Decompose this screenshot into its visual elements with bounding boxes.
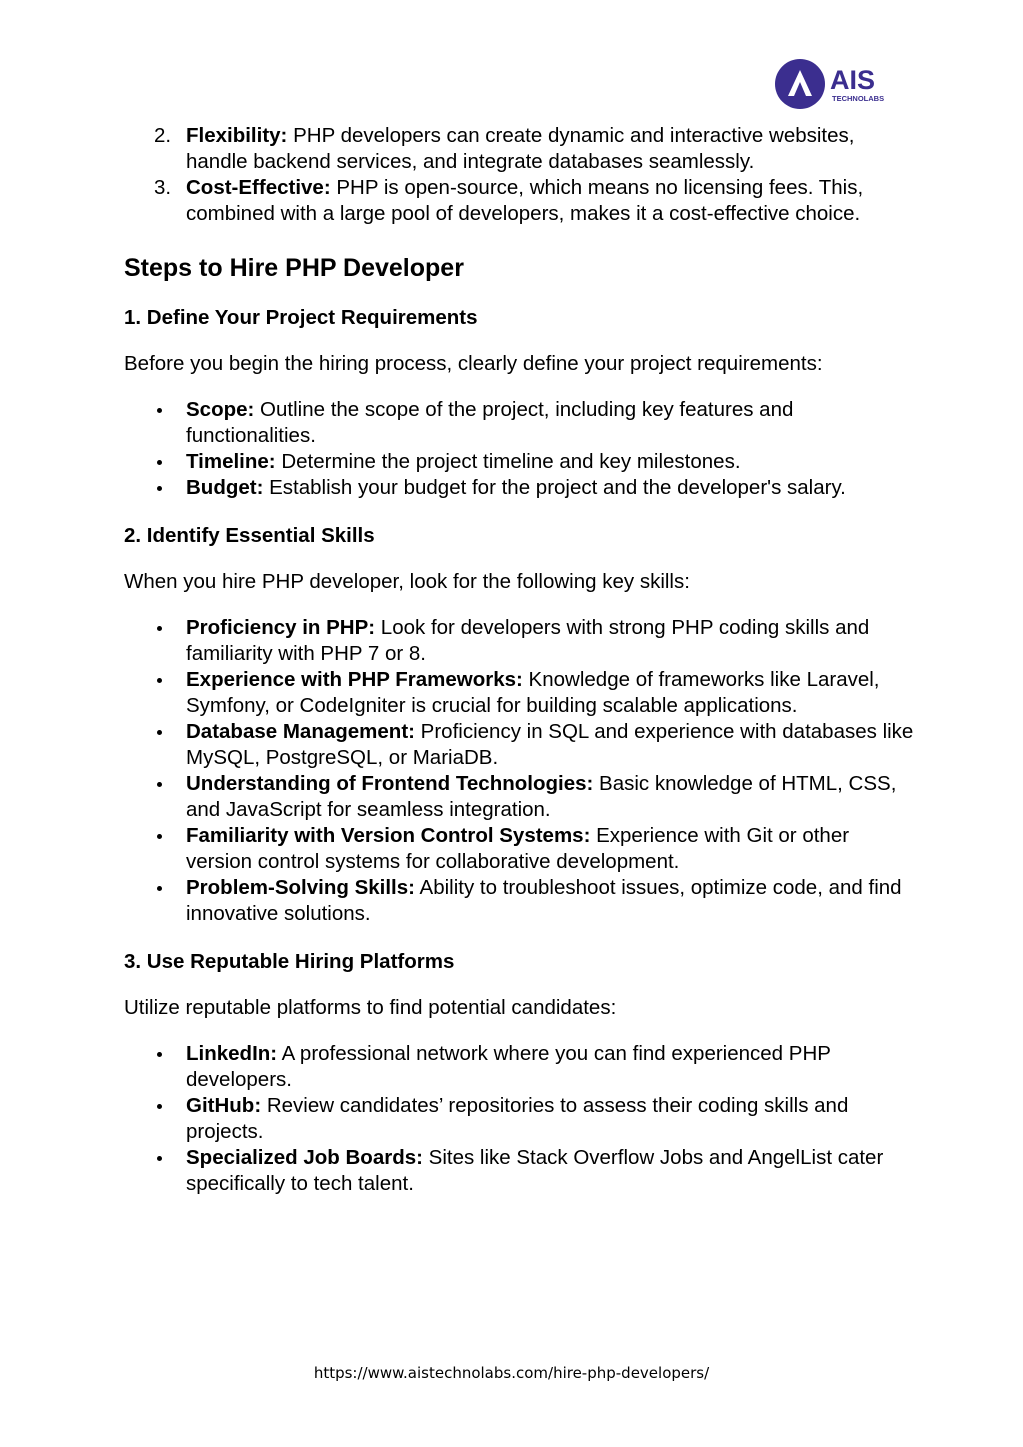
bullet-icon [157, 460, 162, 465]
list-text: Knowledge of frameworks like Laravel, Symfony, or CodeIgniter is crucial for building scalable applications. [186, 668, 880, 717]
list-text: Basic knowledge of HTML, CSS, and JavaScript for seamless integration. [186, 772, 897, 821]
list-item [124, 771, 914, 823]
list-term: Familiarity with Version Control Systems: [186, 824, 591, 847]
footer-url: https://www.aistechnolabs.com/hire-php-developers/ [313, 1364, 710, 1382]
list-item [124, 123, 914, 175]
section-intro: Before you begin the hiring process, clearly define your project requirements: [124, 352, 823, 375]
list-item [124, 397, 914, 449]
list-term: Scope: [186, 398, 255, 421]
bullet-icon [157, 1104, 162, 1109]
list-text: Outline the scope of the project, including key features and functionalities. [186, 398, 794, 447]
continued-numbered-list [124, 123, 914, 227]
list-item [124, 475, 914, 501]
bullet-icon [157, 730, 162, 735]
section-heading: 2. Identify Essential Skills [124, 524, 375, 547]
section-heading: 3. Use Reputable Hiring Platforms [124, 950, 455, 973]
list-text: Experience with Git or other version control systems for collaborative development. [186, 824, 850, 873]
list-text: Sites like Stack Overflow Jobs and AngelList cater specifically to tech talent. [186, 1146, 884, 1195]
document-body [124, 123, 914, 1197]
list-term: Experience with PHP Frameworks: [186, 668, 523, 691]
list-text: PHP is open-source, which means no licensing fees. This, combined with a large pool of developers, makes it a cost-effective choice. [186, 176, 864, 225]
list-text: PHP developers can create dynamic and interactive websites, handle backend services, and integrate databases seamlessly. [186, 124, 855, 173]
list-text: Establish your budget for the project and the developer's salary. [263, 476, 846, 499]
list-term: GitHub: [186, 1094, 262, 1117]
page-title: Steps to Hire PHP Developer [124, 254, 464, 282]
bullet-icon [157, 782, 162, 787]
list-item [124, 823, 914, 875]
list-term: Understanding of Frontend Technologies: [186, 772, 594, 795]
list-item [124, 175, 914, 227]
list-number: 2. [154, 124, 172, 147]
list-term: Flexibility: [186, 124, 288, 147]
logo-sub-text: TECHNOLABS [832, 94, 885, 103]
bullet-list [124, 397, 914, 501]
bullet-icon [157, 1156, 162, 1161]
bullet-icon [157, 486, 162, 491]
list-item [124, 719, 914, 771]
bullet-icon [157, 886, 162, 891]
section-heading: 1. Define Your Project Requirements [124, 306, 478, 329]
list-text: Review candidates’ repositories to assess their coding skills and projects. [186, 1094, 849, 1143]
list-text: A professional network where you can find experienced PHP developers. [186, 1042, 831, 1091]
list-term: Database Management: [186, 720, 415, 743]
list-term: LinkedIn: [186, 1042, 278, 1065]
bullet-icon [157, 678, 162, 683]
list-item [124, 875, 914, 927]
bullet-icon [157, 834, 162, 839]
list-item [124, 615, 914, 667]
section-intro: Utilize reputable platforms to find potential candidates: [124, 996, 617, 1019]
list-item [124, 1145, 914, 1197]
list-item [124, 449, 914, 475]
section-intro: When you hire PHP developer, look for the following key skills: [124, 570, 690, 593]
list-text: Look for developers with strong PHP coding skills and familiarity with PHP 7 or 8. [186, 616, 870, 665]
list-term: Specialized Job Boards: [186, 1146, 423, 1169]
list-term: Proficiency in PHP: [186, 616, 376, 639]
list-term: Cost-Effective: [186, 176, 331, 199]
list-term: Budget: [186, 476, 264, 499]
list-text: Determine the project timeline and key milestones. [275, 450, 741, 473]
bullet-icon [157, 408, 162, 413]
company-logo [774, 58, 902, 110]
logo-brand-text: AIS [830, 65, 876, 95]
logo-circle [775, 59, 825, 109]
list-text: Proficiency in SQL and experience with databases like MySQL, PostgreSQL, or MariaDB. [186, 720, 914, 769]
list-number: 3. [154, 176, 172, 199]
bullet-icon [157, 1052, 162, 1057]
bullet-icon [157, 626, 162, 631]
bullet-list [124, 615, 914, 927]
list-item [124, 1093, 914, 1145]
list-term: Problem-Solving Skills: [186, 876, 415, 899]
list-term: Timeline: [186, 450, 276, 473]
list-item [124, 1041, 914, 1093]
list-text: Ability to troubleshoot issues, optimize code, and find innovative solutions. [186, 876, 902, 925]
bullet-list [124, 1041, 914, 1197]
list-item [124, 667, 914, 719]
